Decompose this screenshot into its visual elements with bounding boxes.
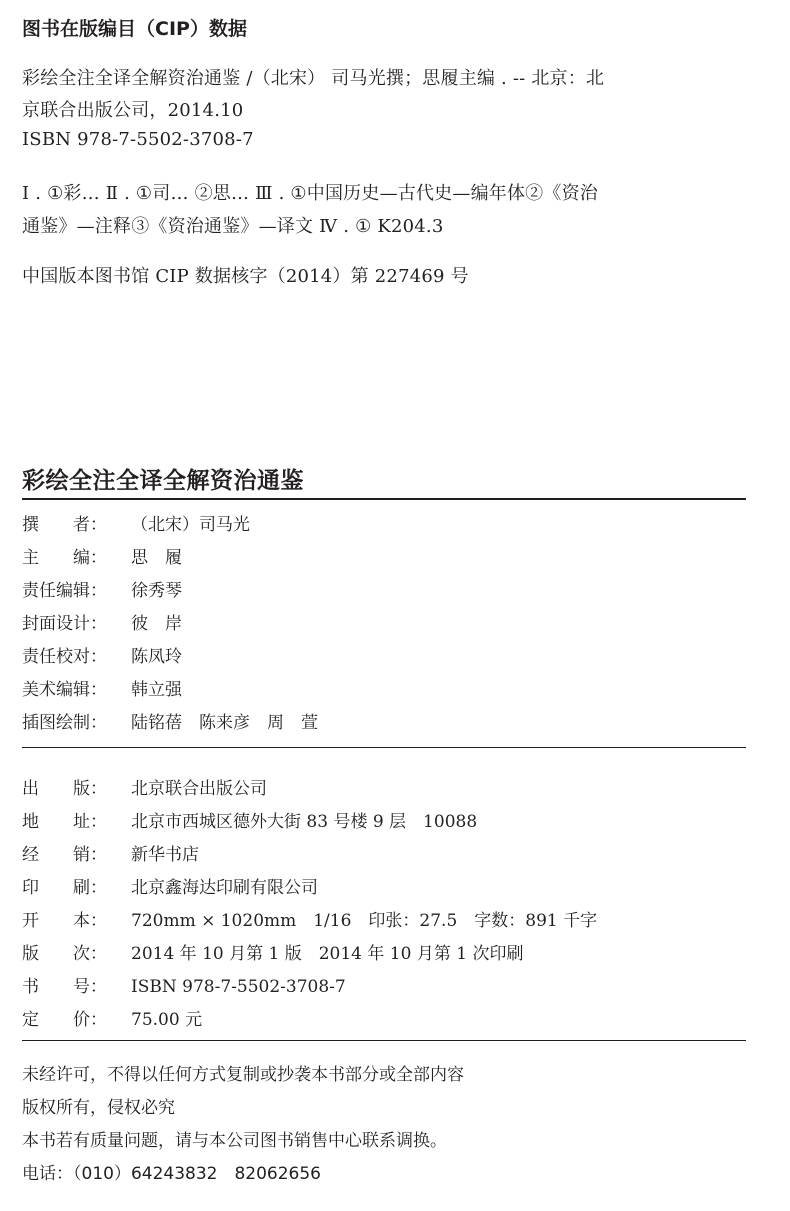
publication-row	[22, 873, 318, 898]
section-rule	[22, 747, 746, 748]
publication-label: 地 址：	[22, 812, 107, 832]
cip-heading: 图书在版编目（CIP）数据	[22, 18, 247, 40]
cip-classification: Ⅰ . ①彩… Ⅱ . ①司… ②思… Ⅲ . ①中国历史—古代史—编年体②《资治	[22, 183, 598, 204]
credit-value: （北宋）司马光	[131, 515, 250, 535]
credit-row	[22, 642, 182, 667]
credit-value: 彼 岸	[131, 614, 182, 634]
publication-label: 定 价：	[22, 1010, 107, 1030]
cip-record-number: 中国版本图书馆 CIP 数据核字（2014）第 227469 号	[22, 266, 469, 287]
credit-label: 插图绘制：	[22, 713, 107, 733]
publication-label: 书 号：	[22, 977, 107, 997]
credit-label: 责任编辑：	[22, 581, 107, 601]
cip-isbn: ISBN 978-7-5502-3708-7	[22, 129, 254, 150]
rights-reserved-notice: 版权所有，侵权必究	[22, 1098, 175, 1118]
publication-value: 北京鑫海达印刷有限公司	[131, 878, 318, 898]
credit-label: 封面设计：	[22, 614, 107, 634]
publication-label: 版 次：	[22, 944, 107, 964]
publication-row	[22, 972, 346, 997]
credit-row	[22, 576, 182, 601]
cip-line: 彩绘全注全译全解资治通鉴 /（北宋） 司马光撰；思履主编 . -- 北京：北	[22, 68, 605, 89]
publication-label: 开 本：	[22, 911, 107, 931]
publication-label: 出 版：	[22, 779, 107, 799]
publication-value: 新华书店	[131, 845, 199, 865]
credit-row	[22, 675, 182, 700]
publication-row	[22, 807, 477, 832]
credit-value: 陆铭蓓 陈来彦 周 萱	[131, 713, 318, 733]
credit-row	[22, 708, 318, 733]
credit-value: 陈凤玲	[131, 647, 182, 667]
credit-label: 撰 者：	[22, 515, 107, 535]
credit-row	[22, 609, 182, 634]
credit-label: 主 编：	[22, 548, 107, 568]
title-rule	[22, 498, 746, 500]
phone-numbers: 电话：（010）64243832 82062656	[22, 1164, 322, 1184]
publication-value: 720mm × 1020mm 1/16 印张：27.5 字数：891 千字	[131, 911, 598, 931]
credit-value: 韩立强	[131, 680, 182, 700]
publication-value: 2014 年 10 月第 1 版 2014 年 10 月第 1 次印刷	[131, 944, 524, 964]
copyright-notice: 未经许可，不得以任何方式复制或抄袭本书部分或全部内容	[22, 1065, 464, 1085]
publication-row	[22, 774, 267, 799]
publication-value: ISBN 978-7-5502-3708-7	[131, 977, 346, 997]
cip-classification: 通鉴》—注释③《资治通鉴》—译文 Ⅳ . ① K204.3	[22, 216, 444, 237]
publication-value: 北京市西城区德外大街 83 号楼 9 层 10088	[131, 812, 478, 832]
credit-label: 美术编辑：	[22, 680, 107, 700]
credit-value: 徐秀琴	[131, 581, 182, 601]
publication-row	[22, 906, 597, 931]
publication-row	[22, 1005, 202, 1030]
cip-line: 京联合出版公司，2014.10	[22, 100, 244, 121]
publication-value: 北京联合出版公司	[131, 779, 267, 799]
publication-label: 经 销：	[22, 845, 107, 865]
credit-row	[22, 510, 250, 535]
section-rule	[22, 1040, 746, 1041]
credit-label: 责任校对：	[22, 647, 107, 667]
credit-value: 思 履	[131, 548, 182, 568]
book-title: 彩绘全注全译全解资治通鉴	[22, 468, 304, 494]
publication-row	[22, 939, 523, 964]
quality-notice: 本书若有质量问题，请与本公司图书销售中心联系调换。	[22, 1131, 447, 1151]
publication-row	[22, 840, 199, 865]
publication-label: 印 刷：	[22, 878, 107, 898]
credit-row	[22, 543, 182, 568]
publication-value: 75.00 元	[131, 1010, 203, 1030]
